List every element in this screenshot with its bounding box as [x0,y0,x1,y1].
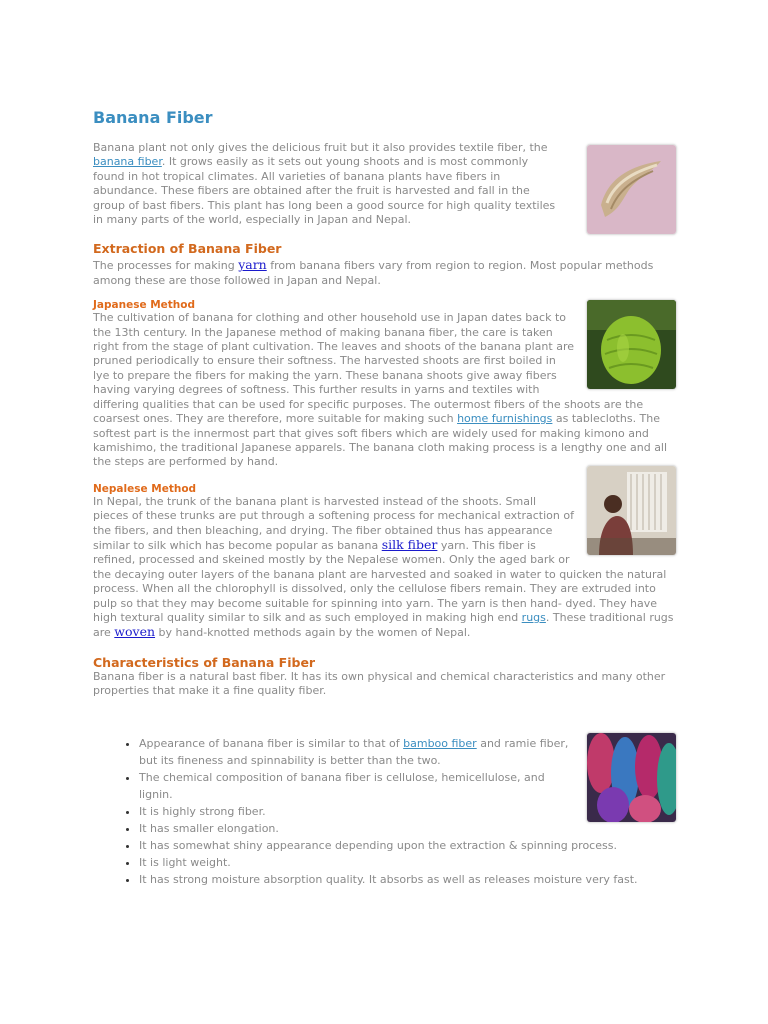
home-furnishings-link[interactable]: home furnishings [457,412,553,426]
nepalese-paragraph: In Nepal, the trunk of the banana plant is harvested instead of the shoots. Small pieces of these trunks are put through a softening process for mechanical extraction of the fibers, and then bleaching, and drying. The fiber obtained thus has appearance similar to silk which has become popular as banana silk fiber yarn. This fiber is refined, processed and skeined mostly by the Nepalese women. Only the aged bark or the decaying outer layers of the banana plant are harvested and soaked in water to quicken the natural process. When all the chlorophyll is dissolved, only the cellulose fibers remain. They are extruded into pulp so that they may become suitable for spinning into yarn. The yarn is then hand- dyed. They have high textural quality similar to silk and as such employed in making high end rugs. These traditional rugs are woven by hand-knotted methods again by the women of Nepal. [93,494,674,640]
japanese-section [93,299,677,469]
list-item: • The chemical composition of banana fiber is cellulose, hemicellulose, and lignin. [139,769,677,803]
fiber-bundle-picture [587,145,676,234]
intro-section [93,141,677,227]
yarn-skeins-picture [587,733,676,822]
dyed-yarn-image [586,732,677,823]
banana-fiber-link[interactable]: banana fiber [93,155,162,169]
nepalese-heading: Nepalese Method [93,482,197,495]
list-item: • It has strong moisture absorption quality. It absorbs as well as releases moisture very fast. [139,871,677,888]
bamboo-fiber-link[interactable]: bamboo fiber [403,736,477,750]
japanese-heading: Japanese Method [93,299,196,312]
yarn-link[interactable]: yarn [238,257,267,273]
article [93,108,677,888]
characteristics-paragraph: Banana fiber is a natural bast fiber. It has its own physical and chemical characteristics and many other properties that make it a fine quality fiber. [93,669,666,698]
nepalese-section [93,483,677,641]
list-item: • Appearance of banana fiber is similar to that of bamboo fiber and ramie fiber, but its fineness and spinnability is better than the two. [139,735,677,769]
banana-bunch-picture [587,300,676,389]
rugs-link[interactable]: rugs [521,610,546,624]
japanese-paragraph: The cultivation of banana for clothing and other household use in Japan dates back to the 13th century. In the Japanese method of making banana fiber, the care is taken right from the stage of plant cultivation. The leaves and shoots of the banana plant are pruned periodically to ensure their softness. The harvested shoots are first boiled in lye to prepare the fibers for making the yarn. These banana shoots give away fibers having varying degrees of softness. This further results in yarns and textiles with differing qualities that can be used for specific purposes. The outermost fibers of the shoots are the coarsest ones. They are therefore, more suitable for making such home furnishings as tablecloths. The softest part is the innermost part that gives soft fibers which are widely used for making kimono and kamishimo, the traditional Japanese apparels. The banana cloth making process is a lengthy one and all the steps are performed by hand. [93,311,668,469]
extraction-paragraph: The processes for making yarn from banana fibers vary from region to region. Most popular methods among these are those followed in Japan and Nepal. [93,257,654,287]
weaving-picture [587,466,676,555]
list-item: • It is light weight. [139,854,677,871]
woven-link[interactable]: woven [114,624,156,640]
intro-paragraph: Banana plant not only gives the delicious fruit but it also provides textile fiber, the banana fiber. It grows easily as it sets out young shoots and is most commonly found in hot tropical climates. All varieties of banana plants have fibers in abundance. These fibers are obtained after the fruit is harvested and fall in the group of bast fibers. This plant has long been a good source for high quality textiles in many parts of the world, especially in Japan and Nepal. [93,141,556,227]
list-item: • It has smaller elongation. [139,820,677,837]
list-item: • It has somewhat shiny appearance depending upon the extraction & spinning process. [139,837,677,854]
banana-fiber-image [586,144,677,235]
list-item: • It is highly strong fiber. [139,803,677,820]
extraction-heading: Extraction of Banana Fiber [93,241,282,257]
banana-bunch-image [586,299,677,390]
characteristics-list-section [93,735,677,888]
characteristics-heading: Characteristics of Banana Fiber [93,654,316,670]
silk-fiber-link[interactable]: silk fiber [381,536,438,552]
page-title: Banana Fiber [93,108,213,127]
weaving-woman-image [586,465,677,556]
